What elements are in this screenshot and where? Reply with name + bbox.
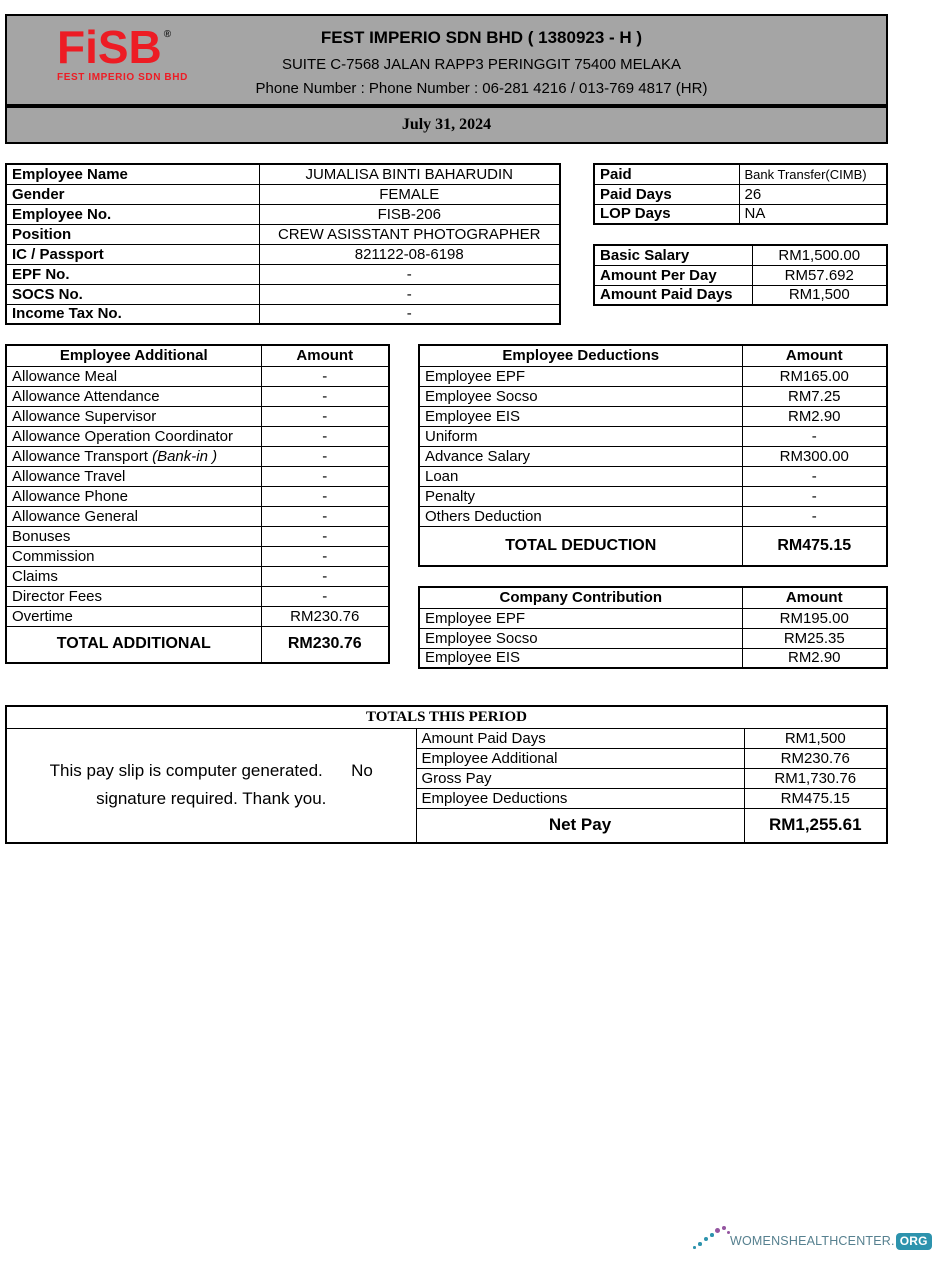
column-header-label: Company Contribution <box>419 587 742 608</box>
net-pay-value: RM1,255.61 <box>744 808 887 843</box>
row-label: Director Fees <box>6 586 261 606</box>
field-label: Paid Days <box>594 184 739 204</box>
row-label: Allowance General <box>6 506 261 526</box>
company-contribution-table <box>418 586 888 669</box>
table-row <box>6 204 560 224</box>
table-row <box>419 406 887 426</box>
table-header-row <box>419 345 887 366</box>
total-label: TOTAL ADDITIONAL <box>6 626 261 663</box>
totals-this-period-table <box>5 705 888 844</box>
row-label: Overtime <box>6 606 261 626</box>
row-amount: - <box>261 446 389 466</box>
table-row <box>594 285 887 305</box>
total-row <box>419 526 887 566</box>
row-label: Bonuses <box>6 526 261 546</box>
company-name: FEST IMPERIO SDN BHD ( 1380923 - H ) <box>320 28 643 47</box>
field-value: - <box>259 284 560 304</box>
field-label: Employee No. <box>6 204 259 224</box>
company-header <box>5 14 888 106</box>
logo-subtext: FEST IMPERIO SDN BHD <box>57 72 188 83</box>
table-row <box>594 245 887 265</box>
row-amount: - <box>742 466 887 486</box>
table-row <box>419 648 887 668</box>
salary-info-table <box>593 244 888 306</box>
row-amount: - <box>261 466 389 486</box>
table-row <box>6 264 560 284</box>
column-header-amount: Amount <box>742 587 887 608</box>
table-row <box>6 406 389 426</box>
table-row <box>6 304 560 324</box>
field-label: EPF No. <box>6 264 259 284</box>
dots-swirl-icon <box>692 1222 732 1258</box>
field-value: RM57.692 <box>752 265 887 285</box>
row-label: Employee Socso <box>419 628 742 648</box>
row-amount: RM25.35 <box>742 628 887 648</box>
watermark-text: WOMENSHEALTHCENTER. ORG <box>730 1233 932 1250</box>
row-amount: - <box>261 486 389 506</box>
row-label: Others Deduction <box>419 506 742 526</box>
field-label: SOCS No. <box>6 284 259 304</box>
row-amount: - <box>261 546 389 566</box>
row-amount: RM195.00 <box>742 608 887 628</box>
row-amount: - <box>742 486 887 506</box>
field-value: Bank Transfer(CIMB) <box>739 164 887 184</box>
total-label: TOTAL DEDUCTION <box>419 526 742 566</box>
table-row <box>594 184 887 204</box>
row-amount: - <box>261 406 389 426</box>
table-row <box>419 628 887 648</box>
row-label: Allowance Phone <box>6 486 261 506</box>
row-label: Allowance Supervisor <box>6 406 261 426</box>
table-row <box>6 728 887 748</box>
table-row <box>6 586 389 606</box>
row-label: Advance Salary <box>419 446 742 466</box>
row-amount: - <box>742 506 887 526</box>
total-row <box>6 626 389 663</box>
table-row <box>419 466 887 486</box>
row-amount: RM1,730.76 <box>744 768 887 788</box>
pay-period-date: July 31, 2024 <box>5 106 888 144</box>
womenshealthcenter-watermark <box>692 1222 928 1258</box>
row-label: Amount Paid Days <box>416 728 744 748</box>
row-label: Employee Deductions <box>416 788 744 808</box>
table-row <box>6 566 389 586</box>
table-row <box>6 224 560 244</box>
table-row <box>6 506 389 526</box>
row-amount: RM7.25 <box>742 386 887 406</box>
table-row <box>6 184 560 204</box>
table-row <box>6 284 560 304</box>
row-label: Claims <box>6 566 261 586</box>
row-amount: RM2.90 <box>742 648 887 668</box>
table-row <box>419 486 887 506</box>
row-amount: - <box>742 426 887 446</box>
row-amount: RM475.15 <box>744 788 887 808</box>
row-label: Loan <box>419 466 742 486</box>
field-label: Amount Paid Days <box>594 285 752 305</box>
employee-info-table <box>5 163 561 325</box>
row-amount: - <box>261 366 389 386</box>
row-label: Employee Socso <box>419 386 742 406</box>
table-row <box>6 164 560 184</box>
row-label: Penalty <box>419 486 742 506</box>
field-value: FISB-206 <box>259 204 560 224</box>
field-label: Income Tax No. <box>6 304 259 324</box>
field-value: FEMALE <box>259 184 560 204</box>
row-label: Allowance Meal <box>6 366 261 386</box>
table-row <box>6 386 389 406</box>
table-row <box>6 366 389 386</box>
field-label: Paid <box>594 164 739 184</box>
field-value: RM1,500 <box>752 285 887 305</box>
logo-text: FiSB <box>57 21 162 73</box>
row-amount: RM165.00 <box>742 366 887 386</box>
table-row <box>6 526 389 546</box>
field-value: JUMALISA BINTI BAHARUDIN <box>259 164 560 184</box>
row-label: Allowance Operation Coordinator <box>6 426 261 446</box>
field-label: Gender <box>6 184 259 204</box>
table-header-row <box>6 345 389 366</box>
column-header-label: Employee Deductions <box>419 345 742 366</box>
row-label: Employee EIS <box>419 648 742 668</box>
table-row <box>6 486 389 506</box>
column-header-amount: Amount <box>742 345 887 366</box>
company-logo <box>57 21 197 83</box>
table-header-row <box>419 587 887 608</box>
company-address: SUITE C-7568 JALAN RAPP3 PERINGGIT 75400 MELAKA <box>281 56 682 73</box>
table-row <box>419 446 887 466</box>
company-details <box>185 28 778 97</box>
row-label: Employee EPF <box>419 608 742 628</box>
logo-wordmark <box>57 21 197 73</box>
row-label-italic: (Bank-in ) <box>152 447 218 465</box>
registered-trademark-icon: ® <box>163 29 172 40</box>
field-label: Amount Per Day <box>594 265 752 285</box>
field-value: - <box>259 264 560 284</box>
note-text: This pay slip is computer generated. No signature required. Thank you. <box>6 728 416 843</box>
field-label: IC / Passport <box>6 244 259 264</box>
total-amount: RM230.76 <box>261 626 389 663</box>
row-amount: RM2.90 <box>742 406 887 426</box>
table-row <box>6 244 560 264</box>
table-row <box>594 164 887 184</box>
row-amount: RM230.76 <box>261 606 389 626</box>
table-row <box>6 466 389 486</box>
table-header-row <box>6 706 887 728</box>
totals-title: TOTALS THIS PERIOD <box>6 706 887 728</box>
row-amount: - <box>261 426 389 446</box>
row-label: Allowance Attendance <box>6 386 261 406</box>
row-label: Employee EPF <box>419 366 742 386</box>
row-label: Gross Pay <box>416 768 744 788</box>
column-header-label: Employee Additional <box>6 345 261 366</box>
table-row <box>419 506 887 526</box>
row-amount: - <box>261 566 389 586</box>
table-row <box>419 386 887 406</box>
row-amount: - <box>261 526 389 546</box>
field-label: Employee Name <box>6 164 259 184</box>
net-pay-label: Net Pay <box>416 808 744 843</box>
row-label: Allowance Travel <box>6 466 261 486</box>
table-row <box>6 606 389 626</box>
row-amount: RM1,500 <box>744 728 887 748</box>
field-value: CREW ASISSTANT PHOTOGRAPHER <box>259 224 560 244</box>
row-label: Uniform <box>419 426 742 446</box>
row-label: Employee Additional <box>416 748 744 768</box>
field-label: LOP Days <box>594 204 739 224</box>
payment-info-table <box>593 163 888 225</box>
row-amount: - <box>261 586 389 606</box>
total-amount: RM475.15 <box>742 526 887 566</box>
table-row <box>594 265 887 285</box>
table-row <box>419 366 887 386</box>
field-label: Position <box>6 224 259 244</box>
row-label: Commission <box>6 546 261 566</box>
employee-additional-table <box>5 344 390 664</box>
field-value: RM1,500.00 <box>752 245 887 265</box>
field-label: Basic Salary <box>594 245 752 265</box>
employee-deductions-table <box>418 344 888 567</box>
table-row <box>419 426 887 446</box>
org-badge: ORG <box>896 1233 932 1250</box>
row-amount: - <box>261 506 389 526</box>
field-value: NA <box>739 204 887 224</box>
row-amount: - <box>261 386 389 406</box>
field-value: 821122-08-6198 <box>259 244 560 264</box>
row-amount: RM300.00 <box>742 446 887 466</box>
table-row <box>6 546 389 566</box>
column-header-amount: Amount <box>261 345 389 366</box>
table-row <box>594 204 887 224</box>
row-label: Allowance Transport (Bank-in ) <box>6 446 261 466</box>
table-row <box>6 446 389 466</box>
row-label: Employee EIS <box>419 406 742 426</box>
table-row <box>419 608 887 628</box>
field-value: - <box>259 304 560 324</box>
table-row <box>6 426 389 446</box>
company-phone: Phone Number : Phone Number : 06-281 4216 / 013-769 4817 (HR) <box>255 80 708 97</box>
row-amount: RM230.76 <box>744 748 887 768</box>
field-value: 26 <box>739 184 887 204</box>
